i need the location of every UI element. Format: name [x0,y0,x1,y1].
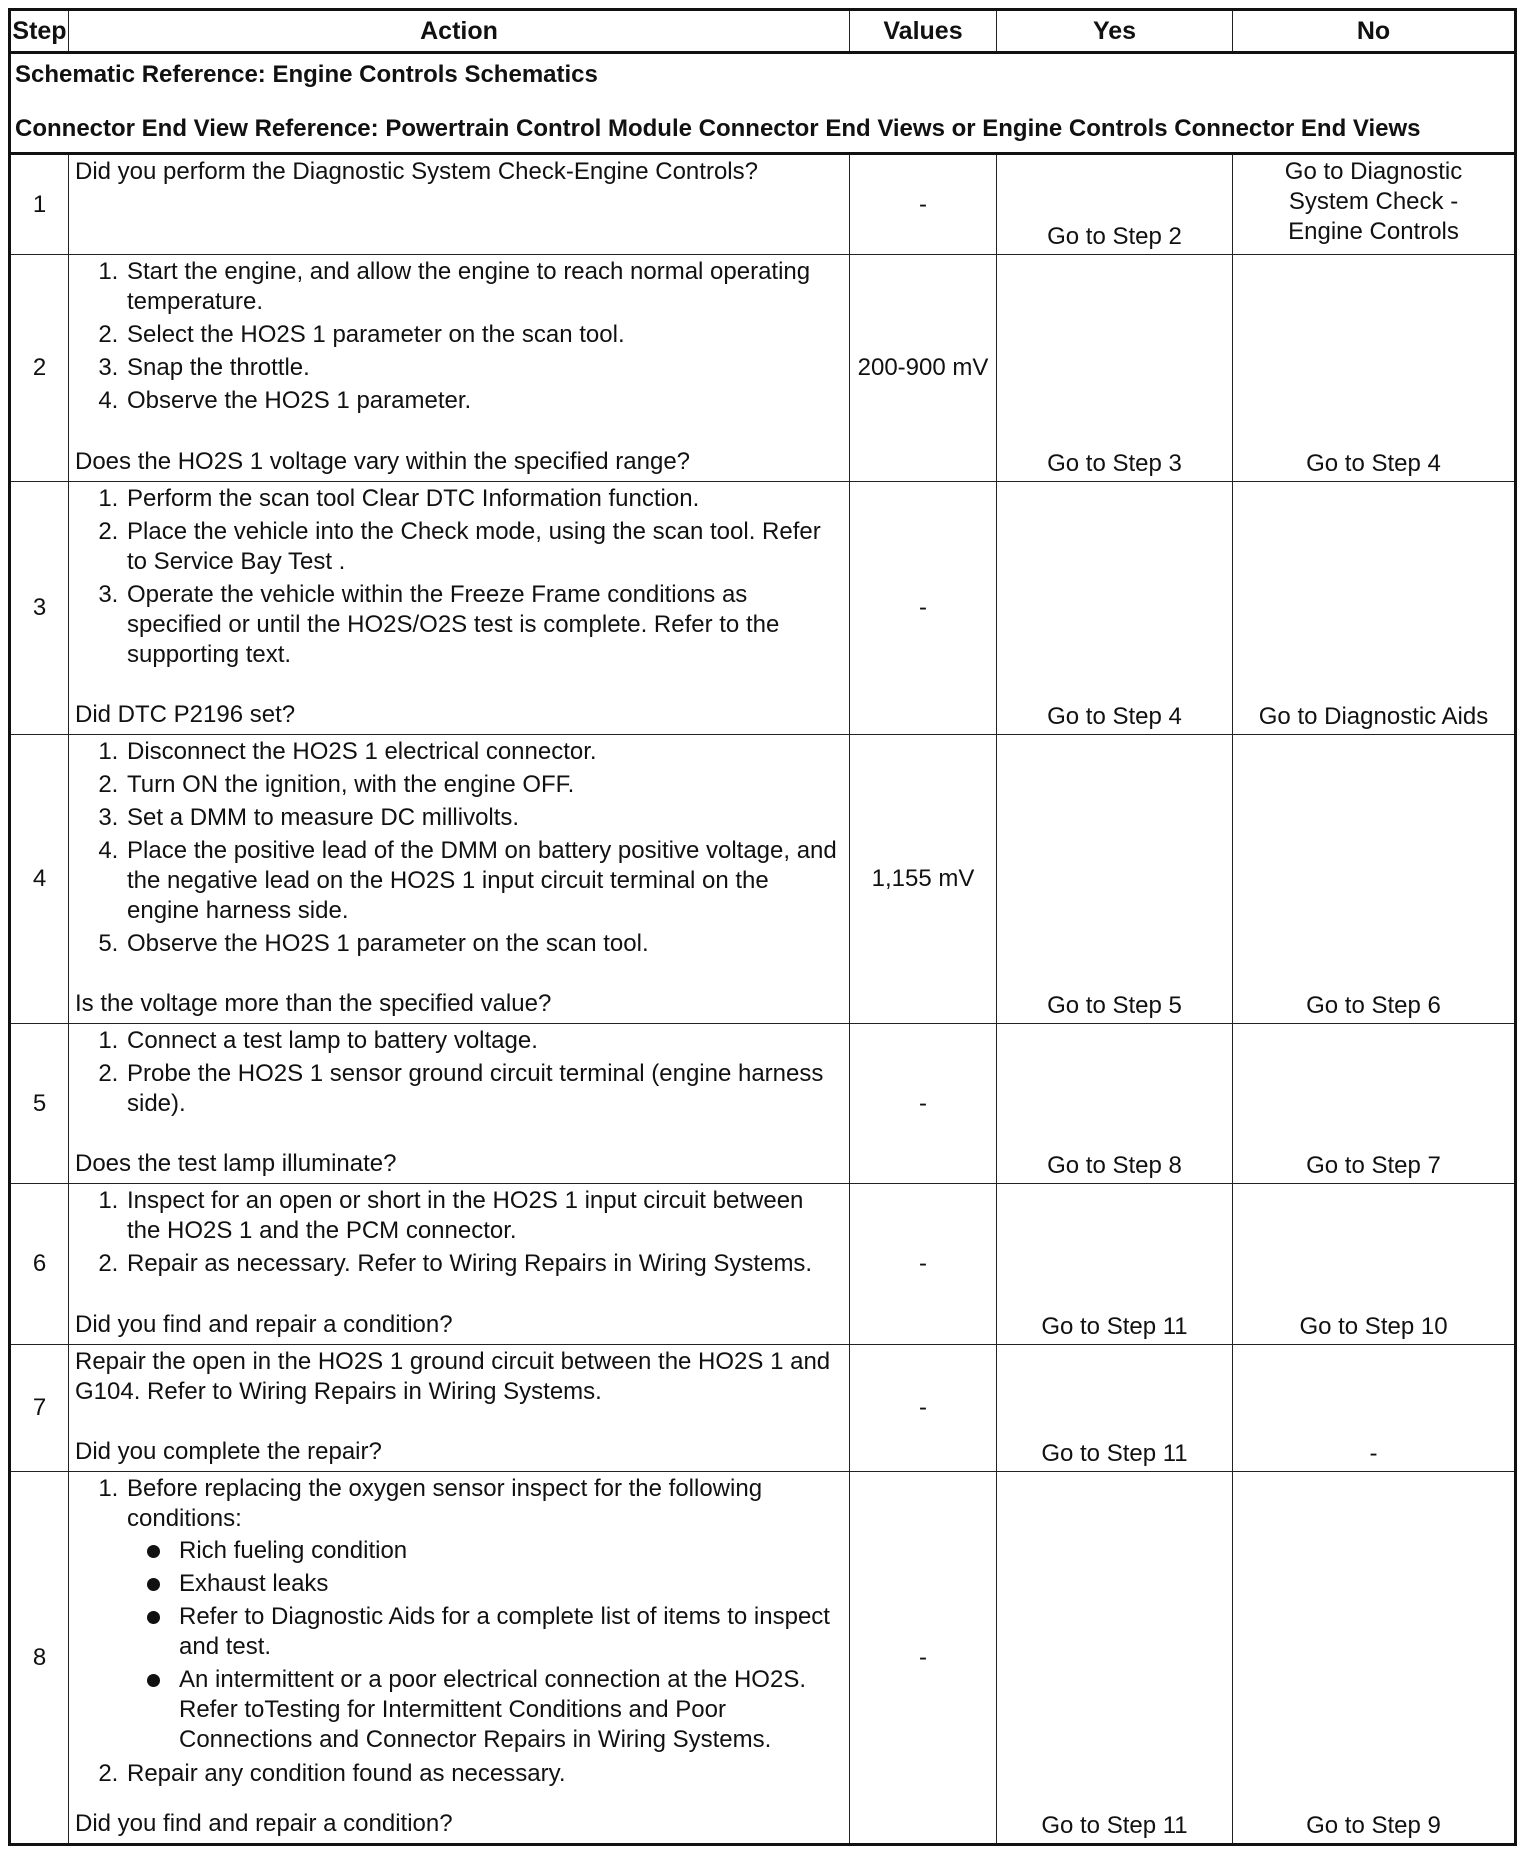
condition-item: Rich fueling condition [179,1536,843,1566]
action-question: Did DTC P2196 set? [75,701,296,728]
instruction-item [125,1474,843,1755]
value-cell: - [850,1472,997,1845]
action-question: Did you complete the repair? [75,1438,382,1465]
connector-reference: Connector End View Reference: Powertrain Control Module Connector End Views or Engine Controls Connector End Views [15,115,1421,142]
condition-item: Refer to Diagnostic Aids for a complete list of items to inspect and test. [179,1602,843,1662]
table-row [10,1184,1516,1345]
no-cell: Go to Diagnostic Aids [1233,482,1516,735]
instruction-item: 2. Probe the HO2S 1 sensor ground circuit terminal (engine harness side). [125,1059,843,1119]
action-question: Does the HO2S 1 voltage vary within the specified range? [75,448,691,475]
instruction-list [75,484,843,670]
header-step: Step [10,10,69,53]
no-line: System Check - [1288,188,1459,215]
no-cell: - [1233,1345,1516,1472]
instruction-item: 1. Disconnect the HO2S 1 electrical connector. [125,737,843,767]
instruction-text: Before replacing the oxygen sensor inspect for the following conditions: [127,1475,763,1532]
instruction-item: 1. Inspect for an open or short in the HO2S 1 input circuit between the HO2S 1 and the PCM connector. [125,1186,843,1246]
action-question: Did you find and repair a condition? [75,1810,453,1837]
action-cell [69,1024,850,1184]
no-cell: Go to Step 9 [1233,1472,1516,1845]
instruction-item: 5. Observe the HO2S 1 parameter on the scan tool. [125,929,843,959]
instruction-list [75,737,843,959]
step-number: 8 [10,1472,69,1845]
action-cell [69,735,850,1024]
action-cell [69,482,850,735]
no-line: Go to Diagnostic [1284,158,1463,185]
instruction-item: 1. Perform the scan tool Clear DTC Information function. [125,484,843,514]
header-values: Values [850,10,997,53]
step-number: 1 [10,154,69,255]
instruction-list [75,1474,843,1789]
table-row [10,255,1516,482]
instruction-item: 2. Select the HO2S 1 parameter on the scan tool. [125,320,843,350]
schematic-reference: Schematic Reference: Engine Controls Schematics [15,61,598,88]
instruction-item: 1. Connect a test lamp to battery voltage. [125,1026,843,1056]
table-row [10,154,1516,255]
step-number: 3 [10,482,69,735]
instruction-item: 4. Place the positive lead of the DMM on battery positive voltage, and the negative lead on the HO2S 1 input circuit terminal on the engine harness side. [125,836,843,926]
yes-cell: Go to Step 2 [997,154,1233,255]
reference-cell [10,53,1516,154]
header-no: No [1233,10,1516,53]
table-row [10,482,1516,735]
instruction-item: 4. Observe the HO2S 1 parameter. [125,386,843,416]
action-cell [69,1472,850,1845]
condition-item: An intermittent or a poor electrical connection at the HO2S. Refer toTesting for Intermittent Conditions and Poor Connections and Connector Repairs in Wiring Systems. [179,1665,843,1755]
condition-item: Exhaust leaks [179,1569,843,1599]
value-cell: - [850,482,997,735]
instruction-list [75,1186,843,1279]
yes-cell: Go to Step 3 [997,255,1233,482]
no-cell: Go to Step 4 [1233,255,1516,482]
instruction-item: 3. Operate the vehicle within the Freeze Frame conditions as specified or until the HO2S/O2S test is complete. Refer to the supporting text. [125,580,843,670]
header-yes: Yes [997,10,1233,53]
header-action: Action [69,10,850,53]
action-cell [69,255,850,482]
instruction-item: 3. Set a DMM to measure DC millivolts. [125,803,843,833]
value-cell: 1,155 mV [850,735,997,1024]
yes-cell: Go to Step 11 [997,1472,1233,1845]
yes-cell: Go to Step 8 [997,1024,1233,1184]
instruction-item: 2. Repair as necessary. Refer to Wiring Repairs in Wiring Systems. [125,1249,843,1279]
action-question: Is the voltage more than the specified value? [75,990,552,1017]
value-cell: - [850,1024,997,1184]
step-number: 5 [10,1024,69,1184]
reference-row [10,53,1516,154]
action-cell [69,1184,850,1345]
action-question: Did you perform the Diagnostic System Check-Engine Controls? [75,158,758,185]
yes-cell: Go to Step 5 [997,735,1233,1024]
value-cell: - [850,1345,997,1472]
value-cell: - [850,154,997,255]
action-instruction: Repair the open in the HO2S 1 ground circuit between the HO2S 1 and G104. Refer to Wiring Repairs in Wiring Systems. [75,1348,831,1405]
instruction-list [75,1026,843,1119]
table-row [10,735,1516,1024]
no-cell: Go to Step 7 [1233,1024,1516,1184]
no-cell [1233,154,1516,255]
no-line: Engine Controls [1288,218,1459,245]
instruction-item: 2. Place the vehicle into the Check mode, using the scan tool. Refer to Service Bay Test . [125,517,843,577]
instruction-list [75,257,843,416]
action-question: Did you find and repair a condition? [75,1311,453,1338]
no-cell: Go to Step 10 [1233,1184,1516,1345]
action-question: Does the test lamp illuminate? [75,1150,397,1177]
instruction-item: 2. Turn ON the ignition, with the engine OFF. [125,770,843,800]
step-number: 6 [10,1184,69,1345]
yes-cell: Go to Step 11 [997,1345,1233,1472]
table-row [10,1472,1516,1845]
instruction-item: 1. Start the engine, and allow the engine to reach normal operating temperature. [125,257,843,317]
step-number: 4 [10,735,69,1024]
diagnostic-table [8,8,1517,1846]
action-cell [69,1345,850,1472]
no-cell: Go to Step 6 [1233,735,1516,1024]
yes-cell: Go to Step 4 [997,482,1233,735]
table-row [10,1345,1516,1472]
step-number: 2 [10,255,69,482]
table-row [10,1024,1516,1184]
value-cell: 200-900 mV [850,255,997,482]
action-cell [69,154,850,255]
value-cell: - [850,1184,997,1345]
instruction-item: 3. Snap the throttle. [125,353,843,383]
header-row [10,10,1516,53]
yes-cell: Go to Step 11 [997,1184,1233,1345]
step-number: 7 [10,1345,69,1472]
instruction-item: 2. Repair any condition found as necessary. [125,1759,843,1789]
condition-list [127,1536,843,1755]
